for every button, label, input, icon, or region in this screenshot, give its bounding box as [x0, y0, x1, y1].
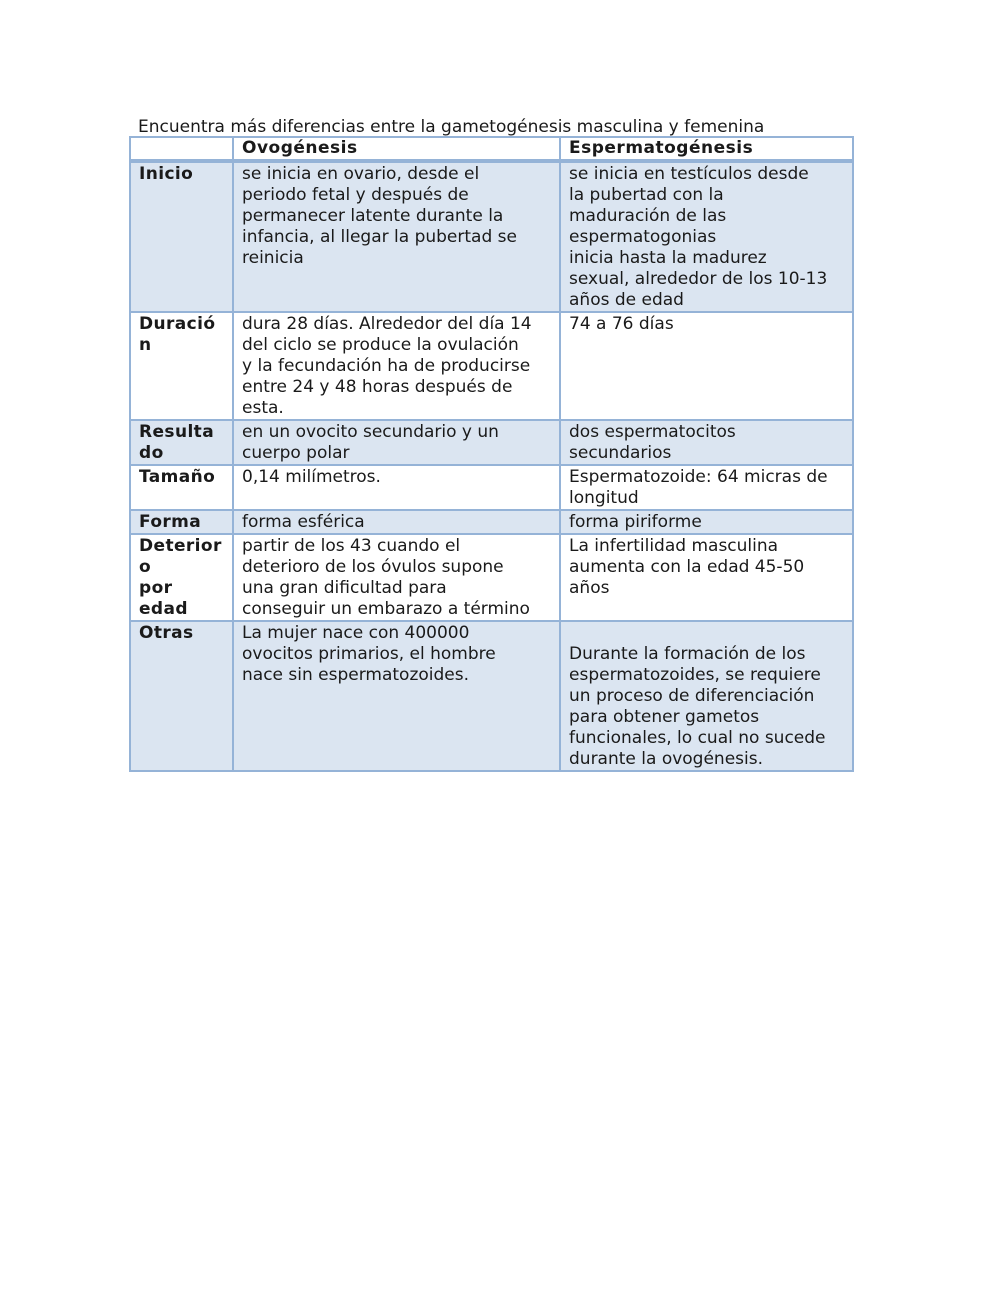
row-label: Resulta do	[130, 420, 233, 465]
espermatogenesis-cell: Durante la formación de los espermatozoides, se requiere un proceso de diferenciación para obtener gametos funcionales, lo cual no sucede durante la ovogénesis.	[560, 621, 853, 771]
row-label: Deterior o por edad	[130, 534, 233, 621]
row-label: Tamaño	[130, 465, 233, 510]
espermatogenesis-cell: La infertilidad masculina aumenta con la edad 45-50 años	[560, 534, 853, 621]
table-row	[130, 534, 853, 621]
table-row	[130, 465, 853, 510]
page-heading: Encuentra más diferencias entre la gametogénesis masculina y femenina	[138, 117, 765, 137]
header-espermatogenesis: Espermatogénesis	[560, 137, 853, 161]
table-row	[130, 420, 853, 465]
ovogenesis-cell: se inicia en ovario, desde el periodo fetal y después de permanecer latente durante la infancia, al llegar la pubertad se reinicia	[233, 161, 560, 312]
ovogenesis-cell: dura 28 días. Alrededor del día 14 del ciclo se produce la ovulación y la fecundación ha de producirse entre 24 y 48 horas después de esta.	[233, 312, 560, 420]
espermatogenesis-cell: Espermatozoide: 64 micras de longitud	[560, 465, 853, 510]
ovogenesis-cell: La mujer nace con 400000 ovocitos primarios, el hombre nace sin espermatozoides.	[233, 621, 560, 771]
espermatogenesis-cell: dos espermatocitos secundarios	[560, 420, 853, 465]
row-label: Forma	[130, 510, 233, 534]
table-header-row	[130, 137, 853, 161]
espermatogenesis-cell: se inicia en testículos desde la pubertad con la maduración de las espermatogonias inicia hasta la madurez sexual, alrededor de los 10-13 años de edad	[560, 161, 853, 312]
header-cell-empty	[130, 137, 233, 161]
table-row	[130, 621, 853, 771]
row-label: Inicio	[130, 161, 233, 312]
table-row	[130, 161, 853, 312]
row-label: Otras	[130, 621, 233, 771]
espermatogenesis-cell: 74 a 76 días	[560, 312, 853, 420]
espermatogenesis-cell: forma piriforme	[560, 510, 853, 534]
ovogenesis-cell: partir de los 43 cuando el deterioro de los óvulos supone una gran dificultad para conseguir un embarazo a término	[233, 534, 560, 621]
table-row	[130, 312, 853, 420]
ovogenesis-cell: 0,14 milímetros.	[233, 465, 560, 510]
table-row	[130, 510, 853, 534]
ovogenesis-cell: en un ovocito secundario y un cuerpo polar	[233, 420, 560, 465]
header-ovogenesis: Ovogénesis	[233, 137, 560, 161]
ovogenesis-cell: forma esférica	[233, 510, 560, 534]
comparison-table	[129, 136, 854, 772]
row-label: Duració n	[130, 312, 233, 420]
